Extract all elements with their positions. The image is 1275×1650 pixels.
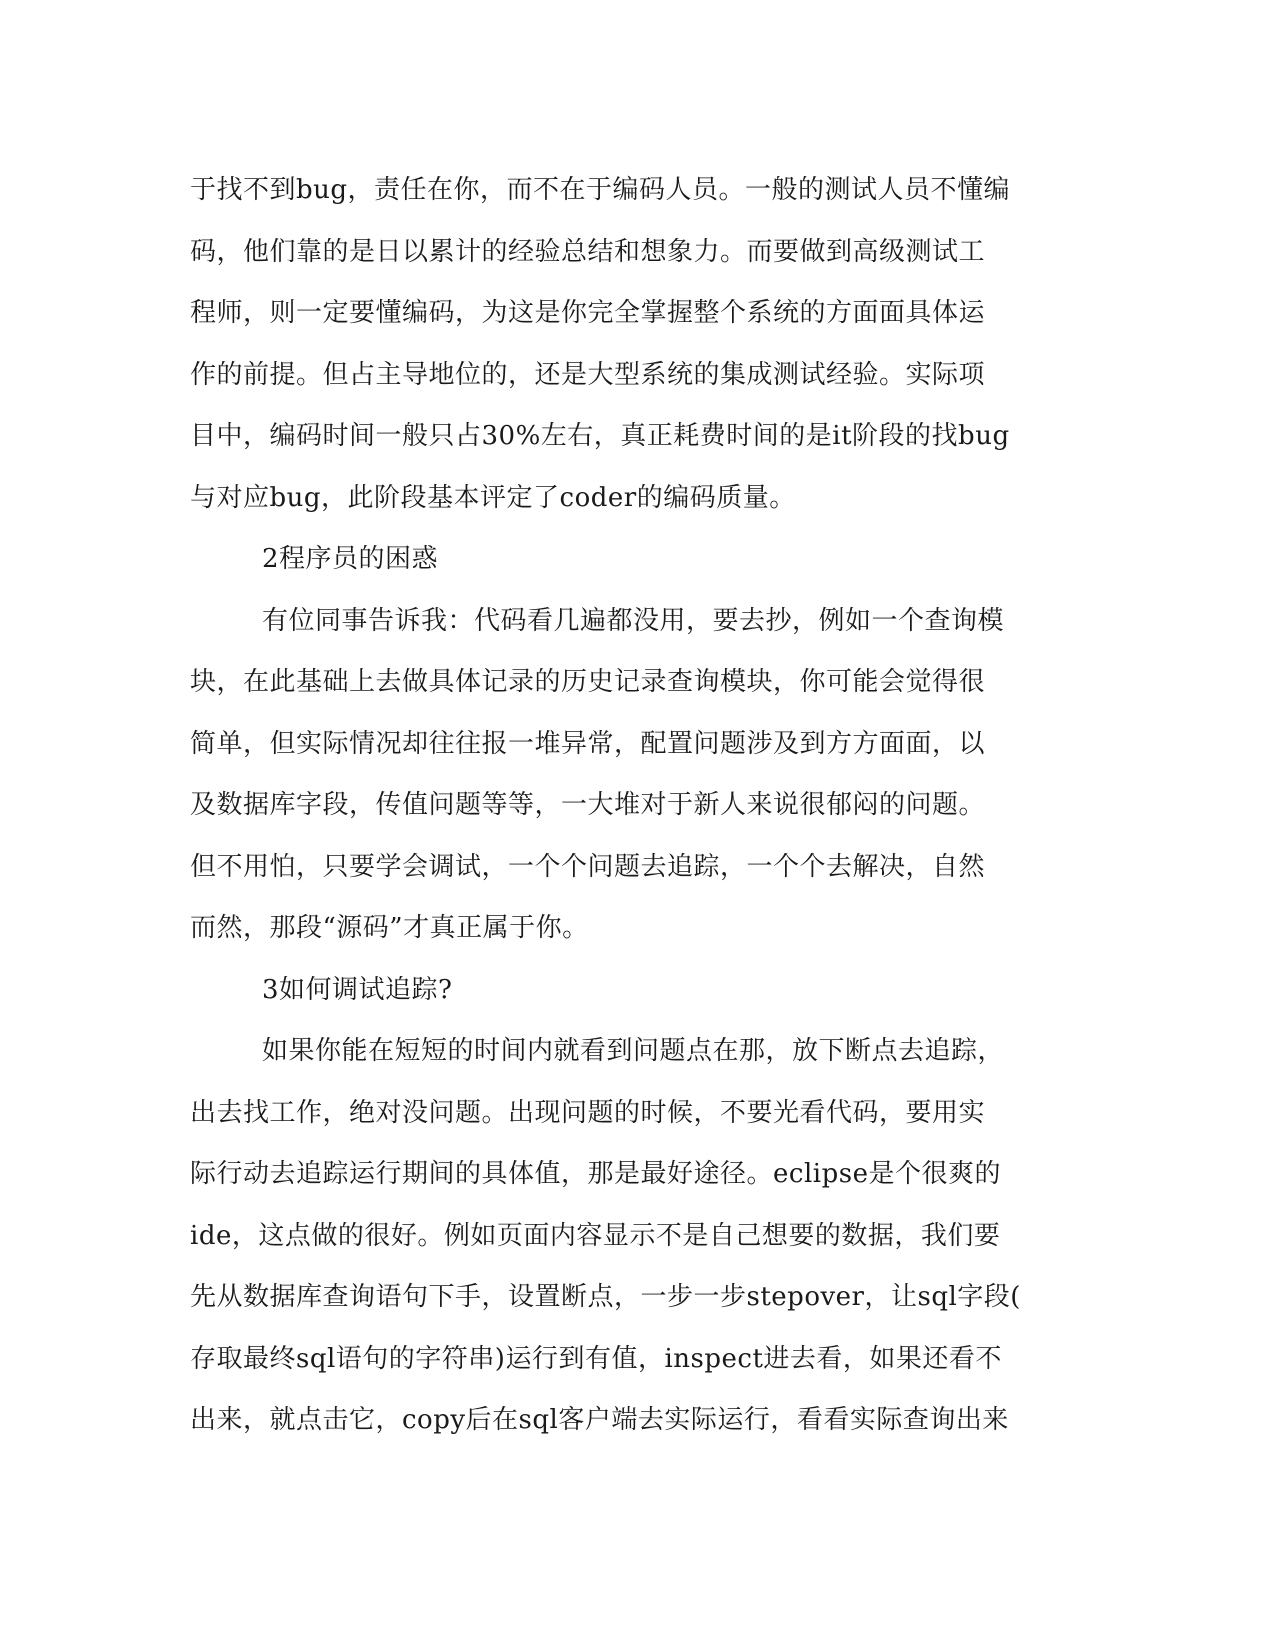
text-line: 出去找工作，绝对没问题。出现问题的时候，不要光看代码，要用实 <box>190 1097 986 1128</box>
section-heading: 3如何调试追踪? <box>262 974 453 1005</box>
text-line: 及数据库字段，传值问题等等，一大堆对于新人来说很郁闷的问题。 <box>190 790 986 820</box>
text-line: 简单，但实际情况却往往报一堆异常，配置问题涉及到方方面面，以 <box>190 728 986 759</box>
text-line: 程师，则一定要懂编码，为这是你完全掌握整个系统的方面面具体运 <box>190 298 986 328</box>
section-heading: 2程序员的困惑 <box>262 544 439 574</box>
text-line: ide，这点做的很好。例如页面内容显示不是自己想要的数据，我们要 <box>190 1220 1001 1251</box>
text-line: 与对应bug，此阶段基本评定了coder的编码质量。 <box>190 482 796 513</box>
text-line: 目中，编码时间一般只占30%左右，真正耗费时间的是it阶段的找bug <box>190 421 1010 451</box>
text-line: 存取最终sql语句的字符串)运行到有值，inspect进去看，如果还看不 <box>190 1343 1002 1374</box>
paragraph-first-line: 如果你能在短短的时间内就看到问题点在那，放下断点去追踪， <box>262 1036 1005 1066</box>
text-line: 出来，就点击它，copy后在sql客户端去实际运行，看看实际查询出来 <box>190 1405 1009 1435</box>
text-line: 于找不到bug，责任在你，而不在于编码人员。一般的测试人员不懂编 <box>190 175 1011 205</box>
paragraph-first-line: 有位同事告诉我：代码看几遍都没用，要去抄，例如一个查询模 <box>262 605 1005 636</box>
text-line: 作的前提。但占主导地位的，还是大型系统的集成测试经验。实际项 <box>190 359 986 390</box>
text-line: 际行动去追踪运行期间的具体值，那是最好途径。eclipse是个很爽的 <box>190 1159 1001 1189</box>
text-line: 但不用怕，只要学会调试，一个个问题去追踪，一个个去解决，自然 <box>190 851 986 882</box>
text-line: 而然，那段“源码”才真正属于你。 <box>190 913 589 943</box>
text-line: 先从数据库查询语句下手，设置断点，一步一步stepover，让sql字段( <box>190 1282 1021 1312</box>
text-line: 块，在此基础上去做具体记录的历史记录查询模块，你可能会觉得很 <box>190 667 986 697</box>
document-body <box>190 160 1083 1452</box>
text-line: 码，他们靠的是日以累计的经验总结和想象力。而要做到高级测试工 <box>190 236 986 267</box>
